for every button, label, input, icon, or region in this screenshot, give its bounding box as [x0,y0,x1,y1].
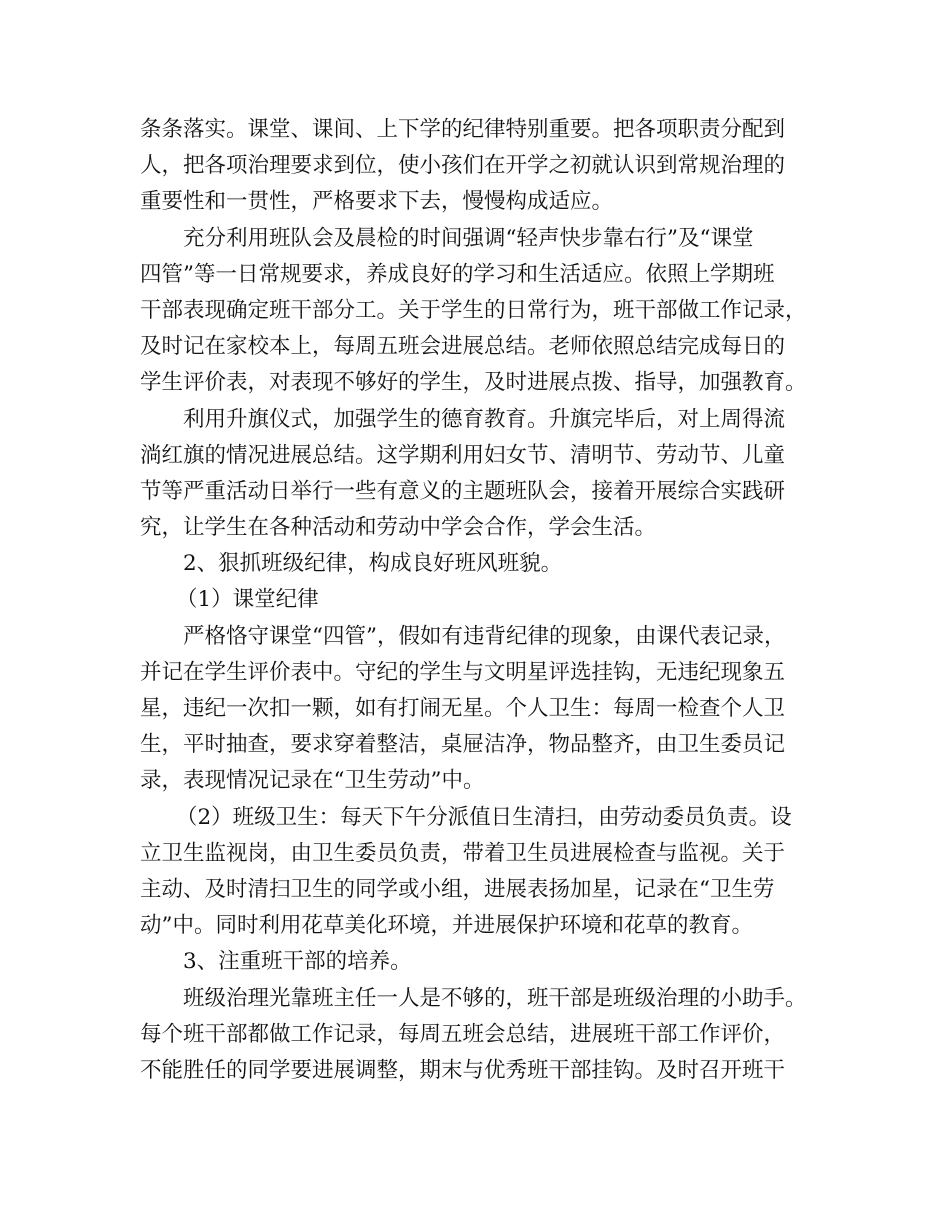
text-line: 学生评价表，对表现不够好的学生，及时进展点拨、指导，加强教育。 [140,370,807,396]
text-line: 星，违纪一次扣一颗，如有打闹无星。个人卫生：每周一检查个人卫 [140,696,786,721]
text-line: 主动、及时清扫卫生的同学或小组，进展表扬加星，记录在“卫生劳 [140,876,775,902]
text-line: 淌红旗的情况进展总结。这学期利用妇女节、清明节、劳动节、儿童 [140,442,786,468]
subsection-heading: （1）课堂纪律 [176,587,319,613]
text-line: 生，平时抽查，要求穿着整洁，桌屉洁净，物品整齐，由卫生委员记 [140,732,786,758]
text-line: 人，把各项治理要求到位，使小孩们在开学之初就认识到常规治理的 [140,153,786,179]
text-line: 究，让学生在各种活动和劳动中学会合作，学会生活。 [140,515,657,541]
text-line: 及时记在家校本上，每周五班会进展总结。老师依照总结完成每日的 [140,334,786,360]
document-body [140,112,830,1089]
paragraph-first-line: 班级治理光靠班主任一人是不够的，班干部是班级治理的小助手。 [183,985,807,1011]
text-line: 动”中。同时利用花草美化环境，并进展保护环境和花草的教育。 [140,913,753,939]
text-line: 干部表现确定班干部分工。关于学生的日常行为，班干部做工作记录， [140,297,807,323]
text-line: 节等严重活动日举行一些有意义的主题班队会，接着开展综合实践研 [140,478,786,504]
text-line: 四管”等一日常规要求，养成良好的学习和生活适应。依照上学期班 [140,261,775,287]
paragraph-first-line: （2）班级卫生：每天下午分派值日生清扫，由劳动委员负责。设 [176,804,792,830]
text-line: 条条落实。课堂、课间、上下学的纪律特别重要。把各项职责分配到 [140,117,786,142]
paragraph-first-line: 利用升旗仪式，加强学生的德育教育。升旗完毕后，对上周得流 [183,406,786,432]
text-line: 不能胜任的同学要进展调整，期末与优秀班干部挂钩。及时召开班干 [140,1057,786,1083]
text-line: 立卫生监视岗，由卫生委员负责，带着卫生员进展检查与监视。关于 [140,840,786,866]
section-heading: 3、注重班干部的培养。 [183,949,412,975]
text-line: 重要性和一贯性，严格要求下去，慢慢构成适应。 [140,189,614,215]
paragraph-first-line: 充分利用班队会及晨检的时间强调“轻声快步靠右行”及“课堂 [183,225,754,251]
text-line: 并记在学生评价表中。守纪的学生与文明星评选挂钩，无违纪现象五 [140,659,786,685]
text-line: 每个班干部都做工作记录，每周五班会总结，进展班干部工作评价， [140,1021,786,1047]
section-heading: 2、狠抓班级纪律，构成良好班风班貌。 [183,551,563,577]
text-line: 录，表现情况记录在“卫生劳动”中。 [140,768,485,794]
paragraph-first-line: 严格恪守课堂“四管”，假如有违背纪律的现象，由课代表记录， [183,623,786,649]
